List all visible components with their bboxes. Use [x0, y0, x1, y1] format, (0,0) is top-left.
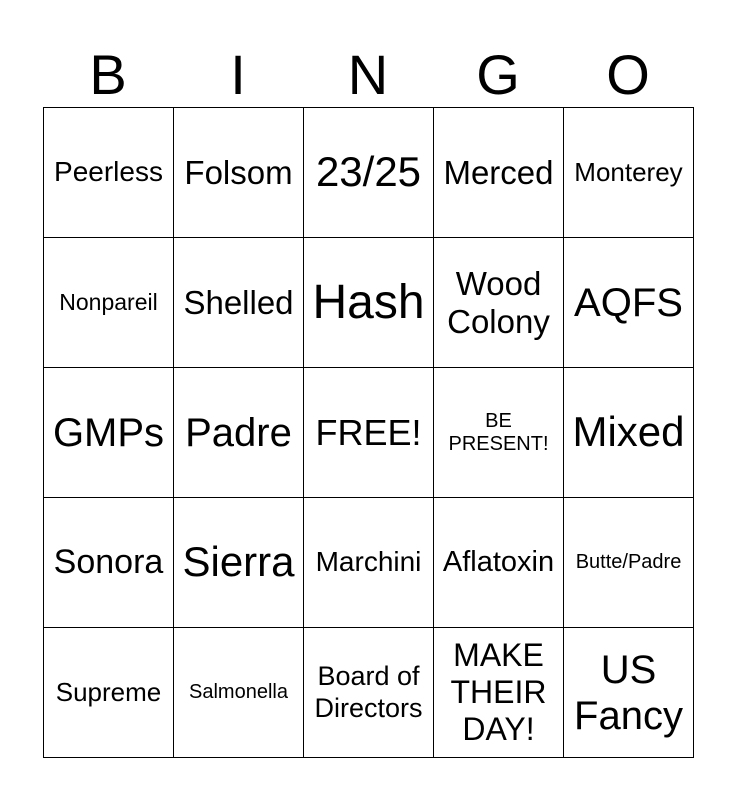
bingo-row	[44, 498, 694, 628]
bingo-cell-b-2[interactable]	[44, 238, 174, 368]
bingo-cell-n-2[interactable]	[304, 238, 434, 368]
bingo-cell-label: Merced	[443, 153, 554, 191]
bingo-cell-i-4[interactable]	[174, 498, 304, 628]
header-letter-o: O	[606, 43, 650, 106]
bingo-cell-g-4[interactable]	[434, 498, 564, 628]
bingo-cell-b-3[interactable]	[44, 368, 174, 498]
bingo-row	[44, 108, 694, 238]
bingo-cell-o-5[interactable]	[564, 628, 694, 758]
bingo-row	[44, 238, 694, 368]
bingo-cell-i-5[interactable]	[174, 628, 304, 758]
bingo-cell-label: Aflatoxin	[442, 545, 555, 578]
bingo-cell-b-5[interactable]	[44, 628, 174, 758]
bingo-cell-n-4[interactable]	[304, 498, 434, 628]
bingo-cell-label: Marchini	[315, 546, 422, 578]
bingo-cell-g-2[interactable]	[434, 238, 564, 368]
header-letter-n: N	[347, 43, 389, 106]
bingo-cell-label: Sierra	[182, 538, 295, 586]
bingo-cell-label: Mixed	[572, 408, 685, 456]
bingo-row	[44, 628, 694, 758]
bingo-cell-i-2[interactable]	[174, 238, 304, 368]
bingo-cell-label: Supreme	[55, 676, 162, 707]
bingo-cell-label: MAKE THEIR DAY!	[450, 637, 547, 747]
bingo-cell-g-3[interactable]	[434, 368, 564, 498]
bingo-cell-i-3[interactable]	[174, 368, 304, 498]
bingo-cell-b-1[interactable]	[44, 108, 174, 238]
bingo-row	[44, 368, 694, 498]
bingo-cell-o-1[interactable]	[564, 108, 694, 238]
bingo-cell-label: Butte/Padre	[575, 551, 682, 573]
bingo-cell-n-3[interactable]	[304, 368, 434, 498]
bingo-cell-b-4[interactable]	[44, 498, 174, 628]
bingo-cell-o-3[interactable]	[564, 368, 694, 498]
bingo-cell-label: Board of Directors	[314, 661, 423, 723]
bingo-cell-label: Hash	[312, 275, 425, 329]
bingo-header	[43, 42, 693, 108]
header-letter-i: I	[230, 43, 246, 106]
bingo-cell-i-1[interactable]	[174, 108, 304, 238]
bingo-cell-label: BE PRESENT!	[448, 409, 549, 455]
bingo-cell-label: Wood Colony	[447, 264, 550, 340]
bingo-cell-label: Nonpareil	[59, 289, 158, 316]
bingo-cell-label: FREE!	[315, 411, 422, 453]
bingo-cell-o-2[interactable]	[564, 238, 694, 368]
bingo-cell-n-5[interactable]	[304, 628, 434, 758]
bingo-cell-n-1[interactable]	[304, 108, 434, 238]
bingo-cell-label: Monterey	[574, 156, 683, 187]
bingo-cell-label: US Fancy	[574, 647, 683, 738]
bingo-cell-label: 23/25	[315, 148, 422, 196]
bingo-cell-g-1[interactable]	[434, 108, 564, 238]
bingo-cell-label: Folsom	[184, 153, 293, 191]
bingo-card-grid	[43, 107, 694, 758]
bingo-cell-o-4[interactable]	[564, 498, 694, 628]
bingo-cell-label: GMPs	[52, 410, 165, 455]
header-letter-g: G	[476, 43, 520, 106]
bingo-cell-g-5[interactable]	[434, 628, 564, 758]
bingo-cell-label: Shelled	[183, 283, 294, 321]
bingo-cell-label: Peerless	[54, 156, 163, 188]
header-letter-b: B	[89, 43, 127, 106]
bingo-cell-label: Padre	[185, 410, 292, 455]
bingo-cell-label: Salmonella	[189, 681, 288, 703]
bingo-cell-label: Sonora	[53, 542, 164, 581]
bingo-cell-label: AQFS	[574, 280, 683, 325]
